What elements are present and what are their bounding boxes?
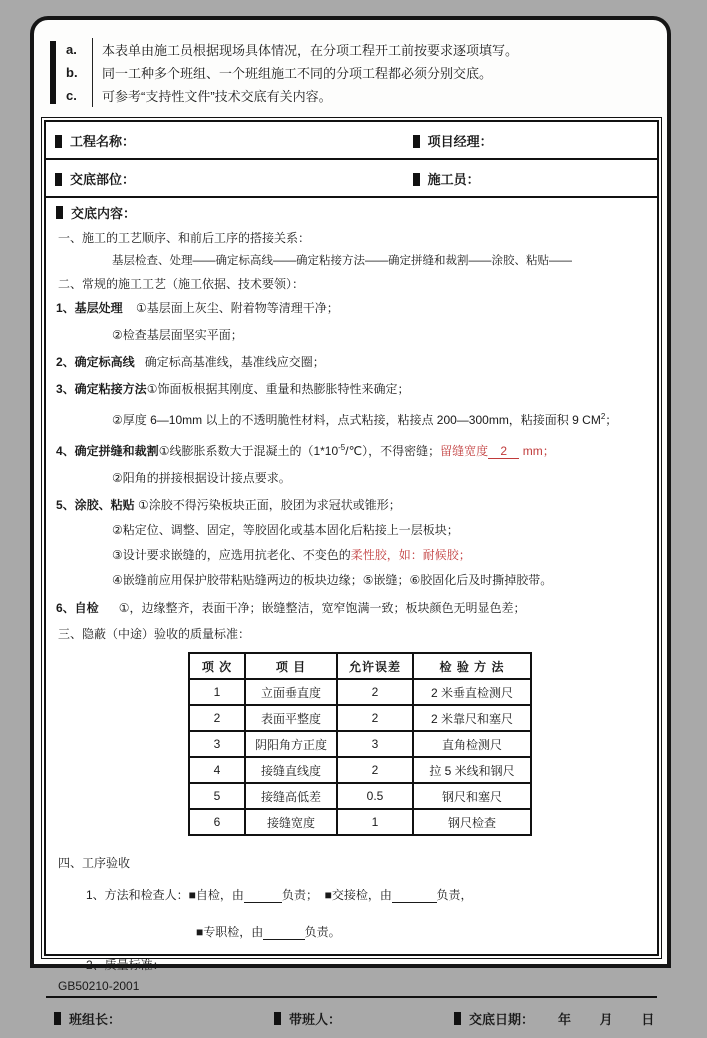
quality-table-cell: 钢尺和塞尺	[413, 783, 531, 809]
quality-table-cell: 4	[189, 757, 245, 783]
quality-table-cell: 5	[189, 783, 245, 809]
notes-rows	[66, 38, 645, 107]
content-text: 柔性胶，如：耐候胶；	[350, 548, 471, 562]
project-manager-label: 项目经理：	[427, 133, 493, 149]
note-text: 本表单由施工员根据现场具体情况，在分项工程开工前按要求逐项填写。	[102, 43, 519, 58]
content-text: ④嵌缝前应用保护胶带粘贴缝两边的板块边缘；⑤嵌缝；⑥胶固化后及时撕掉胶带。	[112, 573, 553, 587]
quality-table-cell: 阴阳角方正度	[245, 731, 337, 757]
content-line	[56, 496, 649, 515]
team-leader-label: 班组长：	[69, 1011, 122, 1027]
quality-table-row	[189, 705, 531, 731]
quality-table-cell: 接缝宽度	[245, 809, 337, 835]
content-line	[56, 326, 649, 345]
quality-standards-table	[188, 652, 532, 836]
content-text: ③设计要求嵌缝的，应选用抗老化、不变色的	[112, 548, 351, 562]
content-text: 负责。	[304, 925, 341, 939]
content-text: 1、基层处理	[56, 301, 123, 315]
note-text: 同一工种多个班组、一个班组施工不同的分项工程都必须分别交底。	[102, 66, 493, 81]
quality-table-cell: 立面垂直度	[245, 679, 337, 705]
content-line	[56, 469, 649, 488]
content-line	[56, 956, 649, 975]
quality-table-header-row	[189, 653, 531, 679]
content-line	[56, 275, 649, 294]
content-text: 负责； ■交接检，由	[281, 888, 392, 902]
content-text: 5、涂胶、粘贴	[56, 498, 135, 512]
quality-table-header: 检 验 方 法	[413, 653, 531, 679]
quality-table-cell: 0.5	[337, 783, 413, 809]
content-line	[56, 380, 649, 399]
project-manager-cell	[413, 131, 657, 150]
content-text: 3、确定粘接方法	[56, 382, 147, 396]
label-marker-icon	[54, 1012, 61, 1025]
quality-table-header: 项 次	[189, 653, 245, 679]
note-label: a.	[66, 42, 77, 57]
quality-table-row	[189, 731, 531, 757]
note-label: c.	[66, 88, 77, 103]
content-line	[56, 923, 649, 942]
content-text: 2、确定标高线	[56, 355, 135, 369]
content-line	[56, 299, 649, 318]
content-line	[56, 571, 649, 590]
note-text: 可参考“支持性文件”技术交底有关内容。	[102, 89, 332, 104]
content-text: 6、自检	[56, 601, 99, 615]
constructor-cell	[413, 169, 657, 188]
quality-table-cell: 2	[337, 757, 413, 783]
quality-table-cell: 1	[189, 679, 245, 705]
shift-leader-label: 带班人：	[289, 1011, 342, 1027]
row-project	[46, 122, 657, 160]
content-text: 三、隐蔽（中途）验收的质量标准：	[58, 627, 251, 641]
form-table-inner	[44, 120, 659, 1027]
label-marker-icon	[413, 135, 420, 148]
content-line	[56, 229, 649, 248]
content-text: -5	[338, 443, 346, 452]
content-text: 一、施工的工艺顺序、和前后工序的搭接关系：	[58, 231, 311, 245]
content-text: 负责，	[436, 888, 473, 902]
quality-table-cell: 直角检测尺	[413, 731, 531, 757]
content-text: 1、方法和检查人：■自检，由	[86, 888, 244, 902]
content-label: 交底内容：	[71, 206, 137, 221]
project-name-label: 工程名称：	[70, 133, 136, 149]
note-label: b.	[66, 65, 78, 80]
quality-table-cell: 2 米靠尺和塞尺	[413, 705, 531, 731]
quality-table-cell: 表面平整度	[245, 705, 337, 731]
quality-table-row	[189, 809, 531, 835]
content-text: GB50210-2001	[58, 979, 140, 993]
date-cell	[454, 998, 655, 1038]
quality-table-row	[189, 757, 531, 783]
date-value: 年 月 日	[558, 1011, 656, 1027]
label-marker-icon	[413, 173, 420, 186]
quality-table-cell: 3	[337, 731, 413, 757]
disclosure-content	[46, 198, 657, 996]
quality-table-header: 允许误差	[337, 653, 413, 679]
content-text: ；	[605, 413, 618, 427]
content-text: ①涂胶不得污染板块正面，胶团为求冠状或锥形；	[134, 498, 401, 512]
content-line	[56, 438, 649, 461]
content-text: ①饰面板根据其刚度、重量和热膨胀特性来确定；	[146, 382, 410, 396]
content-text: /℃），不得密缝；	[345, 444, 441, 458]
label-marker-icon	[55, 135, 62, 148]
content-text: ②厚度 6—10mm 以上的不透明脆性材料，点式粘接，粘接点 200—300mm，粘接面积 9 CM	[112, 413, 601, 427]
quality-table-row	[189, 679, 531, 705]
content-text: 2	[488, 444, 519, 459]
shift-leader-cell	[274, 998, 341, 1038]
label-marker-icon	[55, 173, 62, 186]
content-line	[56, 599, 649, 618]
content-text: 留缝宽度	[440, 444, 489, 458]
team-leader-cell	[54, 998, 121, 1038]
notes-left-bar	[50, 41, 56, 104]
content-lines-after	[56, 854, 649, 996]
label-marker-icon	[454, 1012, 461, 1025]
quality-table-cell: 3	[189, 731, 245, 757]
content-text: ①线膨胀系数大于混凝土的（1*10	[158, 444, 339, 458]
content-line	[56, 407, 649, 430]
quality-table-cell: 拉 5 米线和钢尺	[413, 757, 531, 783]
content-line	[56, 977, 649, 996]
document-page	[30, 16, 671, 1027]
content-text: ②检查基层面坚实平面；	[112, 328, 243, 342]
content-text: 确定标高基准线，基准线应交圈；	[134, 355, 325, 369]
quality-table-cell: 2	[189, 705, 245, 731]
quality-table-cell: 2	[337, 705, 413, 731]
content-line	[56, 252, 649, 271]
content-line	[56, 625, 649, 644]
quality-table-cell: 接缝直线度	[245, 757, 337, 783]
content-text	[392, 888, 437, 903]
content-line	[56, 521, 649, 540]
date-label: 交底日期：	[469, 1011, 535, 1027]
notes-section	[50, 38, 645, 107]
content-text: 2	[600, 412, 606, 421]
note-row	[66, 38, 645, 61]
content-text: mm；	[519, 444, 555, 458]
content-text: ①，边缘整齐，表面干净；嵌缝整洁，宽窄饱满一致；板块颜色无明显色差；	[98, 601, 526, 615]
content-text: ①基层面上灰尘、附着物等清理干净；	[122, 301, 339, 315]
content-line	[56, 854, 649, 873]
content-line	[56, 353, 649, 372]
content-text: 四、工序验收	[58, 856, 131, 870]
content-text: ②粘定位、调整、固定，等胶固化或基本固化后粘接上一层板块；	[112, 523, 459, 537]
note-row	[66, 84, 645, 107]
quality-table-cell: 2	[337, 679, 413, 705]
content-line	[56, 546, 649, 565]
content-label-row	[56, 200, 649, 225]
content-text: 二、常规的施工工艺（施工依据、技术要领）：	[58, 277, 305, 291]
quality-table-cell: 6	[189, 809, 245, 835]
form-table	[41, 117, 662, 1027]
content-text: ■专职检，由	[196, 925, 264, 939]
content-text: 2、质量标准：	[86, 958, 165, 972]
quality-table-header: 项 目	[245, 653, 337, 679]
content-text	[263, 925, 304, 940]
quality-table-cell: 钢尺检查	[413, 809, 531, 835]
quality-table-cell: 1	[337, 809, 413, 835]
content-lines-before	[56, 229, 649, 644]
label-marker-icon	[56, 206, 63, 219]
project-name-cell	[46, 131, 413, 150]
quality-table-cell: 2 米垂直检测尺	[413, 679, 531, 705]
content-text: 基层检查、处理——确定标高线——确定粘接方法——确定拼缝和裁割——涂胶、粘贴——	[112, 255, 572, 267]
label-marker-icon	[274, 1012, 281, 1025]
constructor-label: 施工员：	[427, 171, 480, 187]
footer-row	[46, 996, 657, 1038]
content-text: 4、确定拼缝和裁割	[56, 444, 159, 458]
content-line	[56, 886, 649, 905]
row-disclosure	[46, 160, 657, 198]
content-text	[244, 888, 282, 903]
disclosure-part-cell	[46, 169, 413, 188]
note-row	[66, 61, 645, 84]
content-text: ②阳角的拼接根据设计接点要求。	[112, 471, 291, 485]
disclosure-part-label: 交底部位：	[70, 171, 136, 187]
quality-table-cell: 接缝高低差	[245, 783, 337, 809]
quality-table-row	[189, 783, 531, 809]
